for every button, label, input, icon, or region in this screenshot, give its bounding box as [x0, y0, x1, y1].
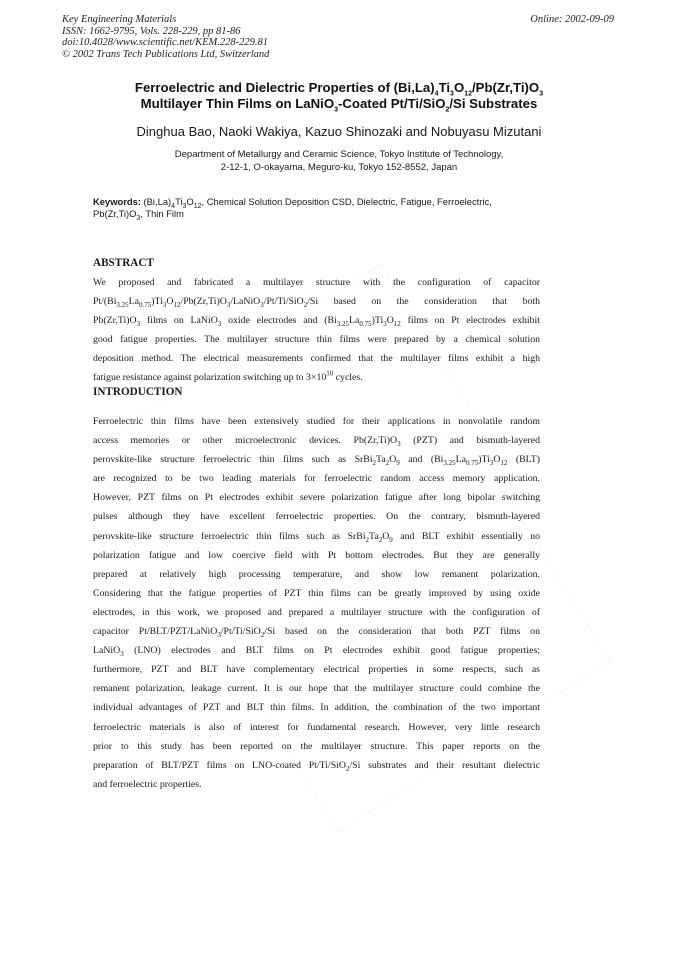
introduction-body: [93, 412, 540, 794]
text-line: remanent polarization, leakage current. It is our hope that the multilayer structure could combine the: [93, 683, 540, 695]
affiliation-line-1: Department of Metallurgy and Ceramic Science, Tokyo Institute of Technology,: [174, 149, 504, 160]
keywords-text: $(Bi,La)_4Ti_3O_{12}$, Chemical Solution Deposition CSD, Dielectric, Fatigue, Ferroelectric, $Pb(Zr,Ti)O_3$, Thin Film: [93, 196, 492, 223]
paper-title: [62, 80, 616, 112]
abstract-body: [93, 273, 540, 388]
text-line: We proposed and fabricated a multilayer structure with the configuration of capacitor: [93, 277, 540, 288]
text-line: electrodes, in this work, we proposed and prepared a multilayer structure with the configuration of: [93, 606, 540, 618]
text-line: pulses although they have excellent ferroelectric properties. On the contrary, bismuth-layered: [93, 511, 540, 523]
text-line: $Pb(Zr,Ti)O_3$ films on LaNiO$_3$ oxide electrodes and $(Bi_{3.25}La_{0.75})Ti_3O_{12}$ films on Pt electrodes exhibit: [93, 315, 540, 329]
text-line: preparation of BLT/PZT films on LNO-coated Pt/Ti/SiO$_2$/Si substrates and their resultant dielectric: [93, 759, 540, 773]
affiliation: [62, 149, 616, 174]
title-line-2: Multilayer Thin Films on LaNiO$_3$-Coated Pt/Ti/SiO$_2$/Si Substrates: [140, 96, 538, 114]
text-line: $Pt/(Bi_{3.25}La_{0.75})Ti_3O_{12}/Pb(Zr,Ti)O_3/LaNiO_3/Pt/Ti/SiO_2/Si$ based on the consideration that both: [93, 296, 540, 310]
keywords-label: Keywords:: [93, 196, 141, 207]
online-date: Online: 2002-09-09: [530, 14, 614, 25]
text-line: fatigue resistance against polarization switching up to $3\times 10^{10}$ cycles.: [93, 370, 363, 384]
text-line: good fatigue properties. The multilayer structure thin films were prepared by a chemical solution: [93, 334, 540, 346]
text-line: LaNiO$_3$ (LNO) electrodes and BLT films on Pt electrodes exhibit good fatigue properties;: [93, 645, 540, 659]
text-line: ferroelectric materials is also of interest for fundamental research. However, very little research: [93, 721, 540, 733]
text-line: deposition method. The electrical measurements confirmed that the multilayer films exhibit a high: [93, 353, 540, 365]
text-line: perovskite-like structure ferroelectric thin films such as $SrBi_2Ta_2O_9$ and BLT exhibit essentially no: [93, 530, 540, 544]
text-line: perovskite-like structure ferroelectric thin films such as $SrBi_2Ta_2O_9$ and $(Bi_{3.25}La_{0.75})Ti_3O_{12}$ (BLT): [93, 454, 540, 468]
author-list: Dinghua Bao, Naoki Wakiya, Kazuo Shinozaki and Nobuyasu Mizutani: [136, 124, 542, 139]
text-line: and ferroelectric properties.: [93, 778, 202, 790]
text-line: Considering that the fatigue properties of PZT thin films can be greatly improved by using oxide: [93, 587, 540, 599]
text-line: Ferroelectric thin films have been extensively studied for their applications in nonvolatile random: [93, 416, 540, 427]
text-line: furthermore, PZT and BLT have complementary electrical properties in some respects, such as: [93, 664, 540, 676]
text-line: However, PZT films on Pt electrodes exhibit severe polarization fatigue after long bipolar switching: [93, 492, 540, 504]
introduction-heading: INTRODUCTION: [93, 386, 183, 398]
text-line: prior to this study has been reported on the multilayer structure. This paper reports on the: [93, 740, 540, 752]
text-line: polarization fatigue and low coercive field with Pt bottom electrodes. But they are generally: [93, 549, 540, 561]
text-line: individual advantages of PZT and BLT thin films. In addition, the combination of the two important: [93, 702, 540, 714]
text-line: prepared at relatively high processing temperature, and show low remanent polarization.: [93, 568, 540, 580]
issn-line: ISSN: 1662-9795, Vols. 228-229, pp 81-86: [62, 25, 241, 37]
affiliation-line-2: 2-12-1, O-okayama, Meguro-ku, Tokyo 152-8552, Japan: [220, 161, 458, 173]
text-line: are recognized to be two leading materials for ferroelectric random access memory application.: [93, 473, 540, 485]
abstract-heading: ABSTRACT: [93, 257, 154, 269]
title-line-1: Ferroelectric and Dielectric Properties of $(Bi,La)_4Ti_3O_{12}/Pb(Zr,Ti)O_3$: [134, 80, 544, 98]
text-line: capacitor Pt/BLT/PZT/LaNiO$_3$/Pt/Ti/SiO$_2$/Si based on the consideration that both PZT films on: [93, 626, 540, 639]
doi-line: doi:10.4028/www.scientific.net/KEM.228-229.81: [62, 37, 268, 49]
journal-header: [62, 14, 269, 60]
journal-name: Key Engineering Materials: [62, 14, 177, 25]
keywords: [93, 196, 533, 221]
copyright-line: © 2002 Trans Tech Publications Ltd, Switzerland: [62, 48, 270, 60]
text-line: access memories or other microelectronic devices. $Pb(Zr,Ti)O_3$ (PZT) and bismuth-layered: [93, 435, 540, 449]
